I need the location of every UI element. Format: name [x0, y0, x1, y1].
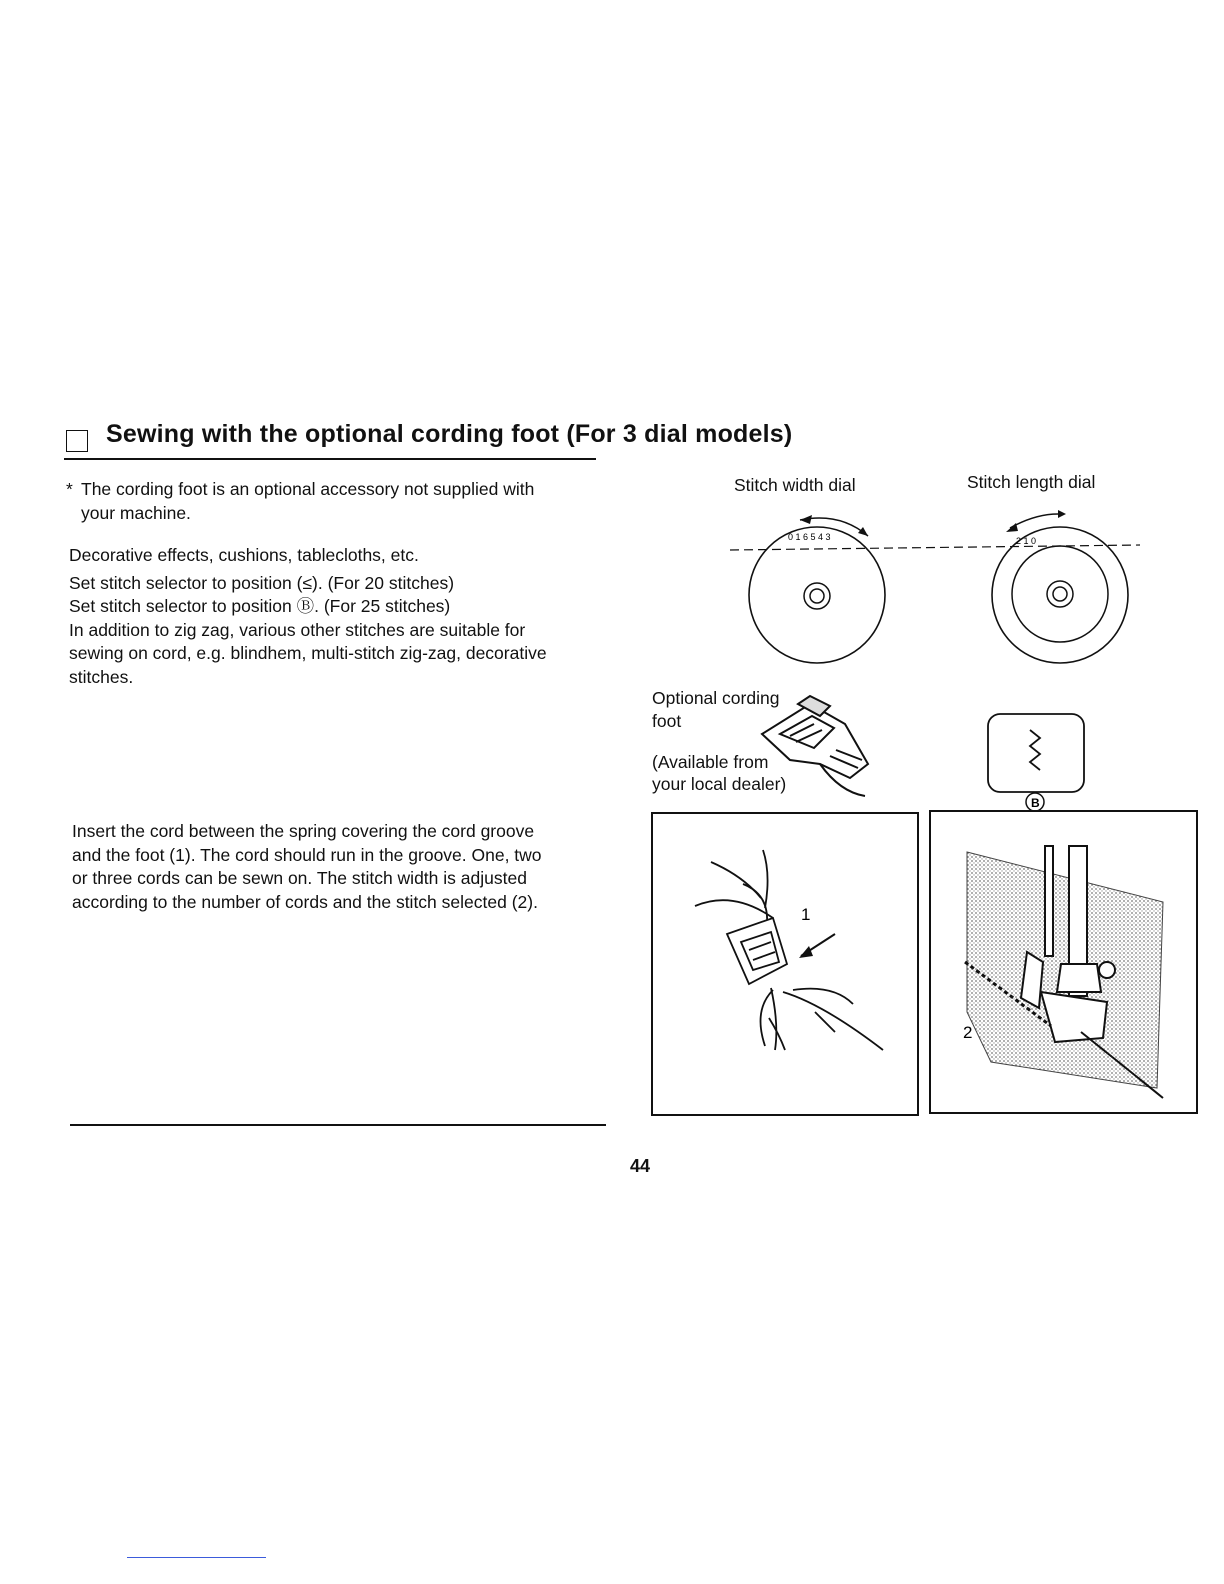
- cord-insertion-paragraph: [72, 820, 542, 914]
- instructions-paragraph: [69, 544, 547, 689]
- stitch-length-label: Stitch length dial: [967, 472, 1096, 492]
- cording-foot-label: foot: [652, 711, 682, 731]
- page-title: Sewing with the optional cording foot (For 3 dial models): [106, 420, 793, 448]
- text-line: In addition to zig zag, various other stitches are suitable for: [69, 619, 526, 640]
- width-dial-ticks: 0 1 6 5 4 3: [788, 532, 831, 542]
- cording-foot-illustration: [750, 694, 880, 804]
- callout-1: 1: [801, 905, 811, 924]
- dealer-note: (Available from: [652, 752, 769, 772]
- text-line: sewing on cord, e.g. blindhem, multi-stitch zig-zag, decorative: [69, 643, 547, 663]
- stitch-selector-b-illustration: [980, 708, 1090, 818]
- note-line: your machine.: [81, 503, 191, 523]
- stitch-width-label: Stitch width dial: [734, 475, 856, 495]
- note-line: The cording foot is an optional accessory not supplied with: [81, 479, 535, 499]
- stitch-width-dial: [749, 515, 885, 663]
- figure-frame-2: [929, 810, 1198, 1114]
- stitch-length-dial: [992, 510, 1128, 663]
- section-heading: [66, 416, 826, 462]
- text-line: according to the number of cords and the stitch selected (2).: [72, 891, 538, 912]
- sewing-cord-illustration: [931, 812, 1196, 1112]
- callout-2: 2: [963, 1023, 973, 1042]
- figure-frame-1: [651, 812, 919, 1116]
- page-number: 44: [630, 1156, 651, 1176]
- text-line: Decorative effects, cushions, tablecloths, etc.: [69, 545, 419, 565]
- bottom-divider: [70, 1124, 606, 1126]
- selector-b-mark: B: [1031, 796, 1040, 810]
- text-line: Set stitch selector to position (≤). (For 20 stitches): [69, 572, 455, 593]
- cord-insertion-illustration: [653, 814, 917, 1114]
- text-line: stitches.: [69, 666, 134, 687]
- cording-foot-label: Optional cording: [652, 688, 780, 708]
- note-asterisk: *: [66, 479, 73, 499]
- title-underline: [64, 458, 596, 460]
- checkbox-square-icon: [66, 430, 88, 452]
- length-dial-ticks: 2 1 0: [1016, 536, 1037, 546]
- text-line: Set stitch selector to position Ⓑ. (For 25 stitches): [69, 596, 451, 616]
- dials-illustration: [720, 500, 1150, 680]
- text-line: and the foot (1). The cord should run in the groove. One, two: [72, 844, 542, 865]
- footnote-rule: [127, 1557, 266, 1558]
- dealer-note: your local dealer): [652, 774, 787, 794]
- text-line: Insert the cord between the spring covering the cord groove: [72, 821, 535, 841]
- text-line: or three cords can be sewn on. The stitch width is adjusted: [72, 868, 527, 888]
